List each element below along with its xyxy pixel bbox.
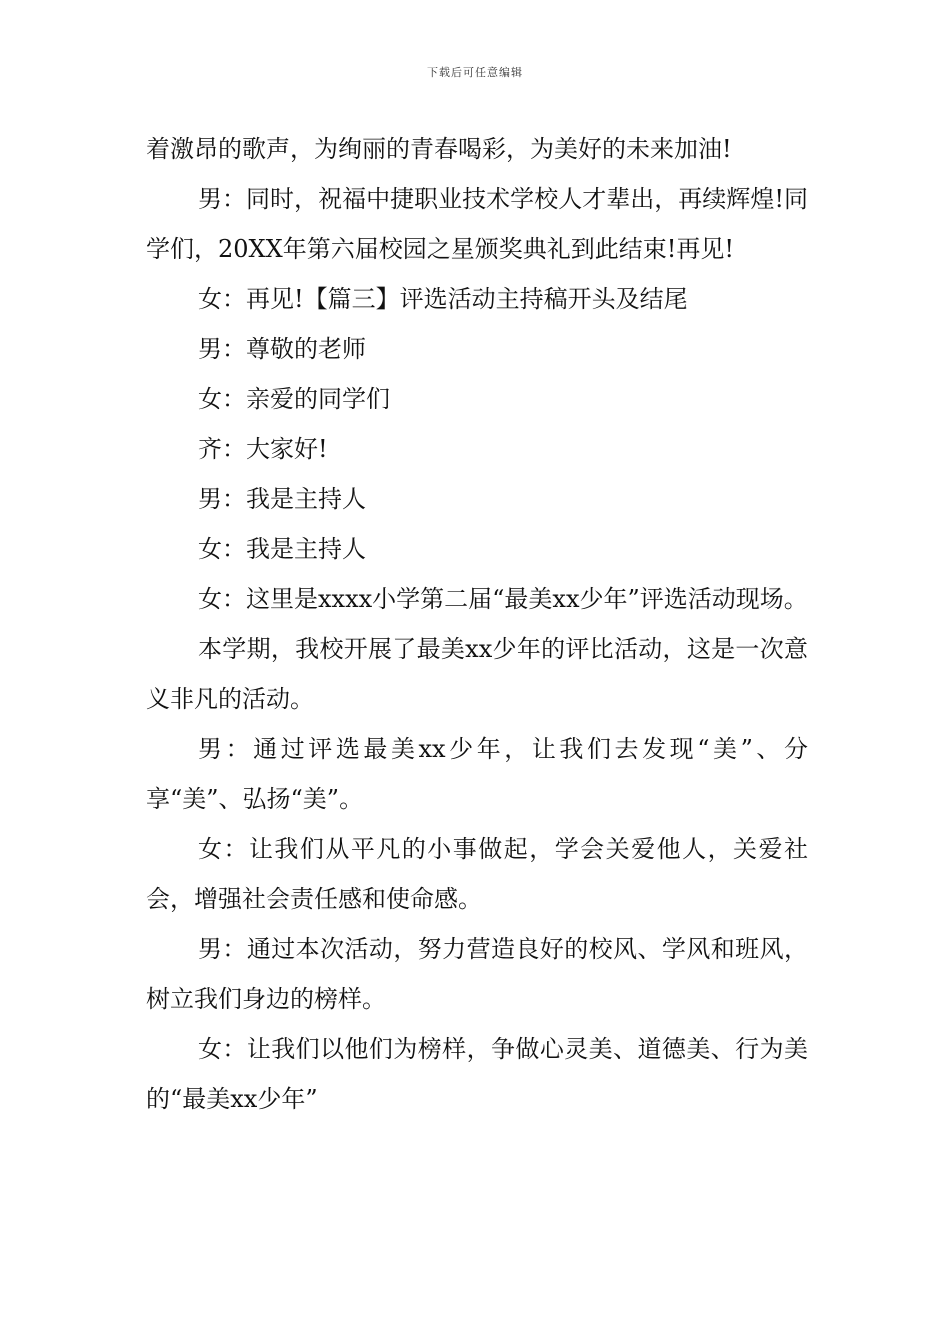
- paragraph: 女：让我们从平凡的小事做起，学会关爱他人，关爱社会，增强社会责任感和使命感。: [146, 835, 808, 913]
- paragraph: 男：通过评选最美xx少年，让我们去发现“美”、分享“美”、弘扬“美”。: [146, 735, 808, 813]
- paragraph: 男：同时，祝福中捷职业技术学校人才辈出，再续辉煌!同学们，20XX年第六届校园之星颁奖典礼到此结束!再见!: [146, 185, 808, 263]
- document-body: [146, 124, 808, 1124]
- paragraph: 女：这里是xxxx小学第二届“最美xx少年”评选活动现场。: [198, 585, 808, 613]
- paragraph: 女：再见!【篇三】评选活动主持稿开头及结尾: [198, 285, 688, 313]
- paragraph: 着激昂的歌声，为绚丽的青春喝彩，为美好的未来加油!: [146, 135, 732, 163]
- paragraph: 女：让我们以他们为榜样，争做心灵美、道德美、行为美的“最美xx少年”: [146, 1035, 808, 1113]
- paragraph: 女：亲爱的同学们: [198, 385, 390, 413]
- paragraph: 齐：大家好!: [198, 435, 328, 463]
- paragraph: 男：通过本次活动，努力营造良好的校风、学风和班风，树立我们身边的榜样。: [146, 935, 808, 1013]
- paragraph: 男：尊敬的老师: [198, 335, 366, 363]
- paragraph: 女：我是主持人: [198, 535, 366, 563]
- paragraph: 男：我是主持人: [198, 485, 366, 513]
- header-note: 下载后可任意编辑: [427, 66, 523, 79]
- paragraph: 本学期，我校开展了最美xx少年的评比活动，这是一次意义非凡的活动。: [146, 635, 808, 713]
